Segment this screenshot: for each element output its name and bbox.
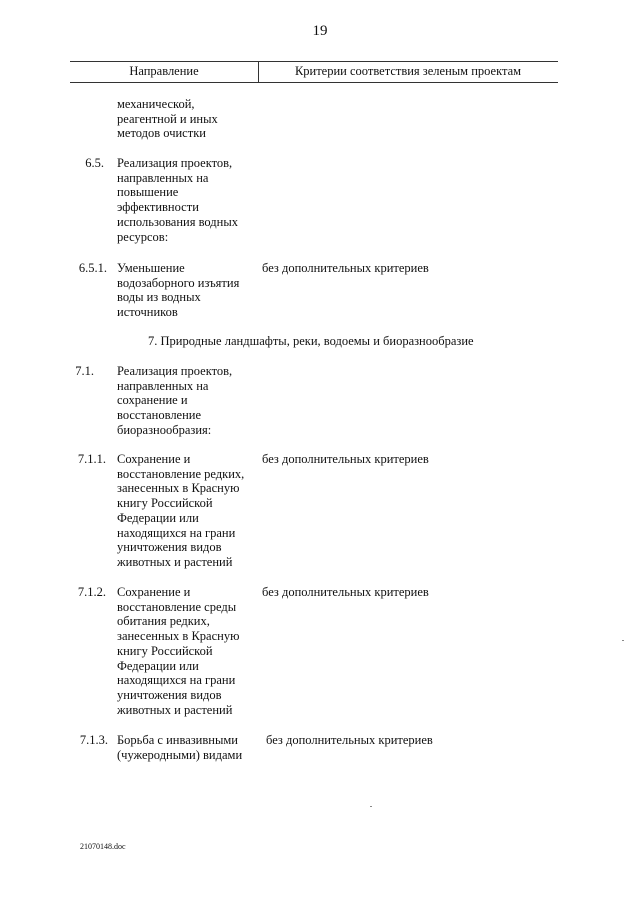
row-direction [117, 585, 257, 717]
page-number: 19 [312, 23, 328, 39]
row-direction-text: механической, реагентной и иных методов очистки [117, 97, 218, 141]
row-number: 7.1.3. [79, 733, 108, 747]
section-heading: 7. Природные ландшафты, реки, водоемы и биоразнообразие [148, 334, 474, 348]
row-direction-text: Реализация проектов, направленных на повышение эффективности использования водных ресурсов: [117, 156, 239, 244]
row-direction [117, 364, 257, 438]
row-direction-text: Борьба с инвазивными (чужеродными) видами [117, 733, 243, 762]
row-criteria: без дополнительных критериев [266, 733, 433, 747]
row-direction-text: Сохранение и восстановление редких, занесенных в Красную книгу Российской Федерации или находящихся на грани уничтожения видов животных и растений [117, 452, 245, 569]
header-direction: Направление [129, 64, 199, 78]
row-number: 6.5.1. [78, 261, 107, 275]
row-direction [117, 156, 257, 244]
row-direction [117, 97, 257, 141]
row-direction [117, 452, 257, 570]
row-direction [117, 261, 257, 320]
row-direction-text: Реализация проектов, направленных на сохранение и восстановление биоразнообразия: [117, 364, 233, 437]
row-direction [117, 733, 257, 762]
row-criteria: без дополнительных критериев [262, 452, 429, 466]
header-criteria: Критерии соответствия зеленым проектам [294, 64, 522, 78]
scan-speck [622, 640, 624, 641]
footer-filename: 21070148.doc [80, 842, 126, 851]
row-criteria: без дополнительных критериев [262, 585, 429, 599]
row-direction-text: Уменьшение водозаборного изъятия воды из водных источников [117, 261, 240, 320]
row-criteria: без дополнительных критериев [262, 261, 429, 275]
header-top-rule [70, 61, 558, 62]
row-number: 6.5. [85, 156, 104, 170]
scan-speck [370, 806, 372, 807]
row-number: 7.1.2. [77, 585, 106, 599]
row-number: 7.1. [75, 364, 94, 378]
row-number: 7.1.1. [77, 452, 106, 466]
header-bottom-rule [70, 82, 558, 83]
row-direction-text: Сохранение и восстановление среды обитания редких, занесенных в Красную книгу Российской Федерации или находящихся на грани уничтожения видов животных и растений [117, 585, 240, 717]
